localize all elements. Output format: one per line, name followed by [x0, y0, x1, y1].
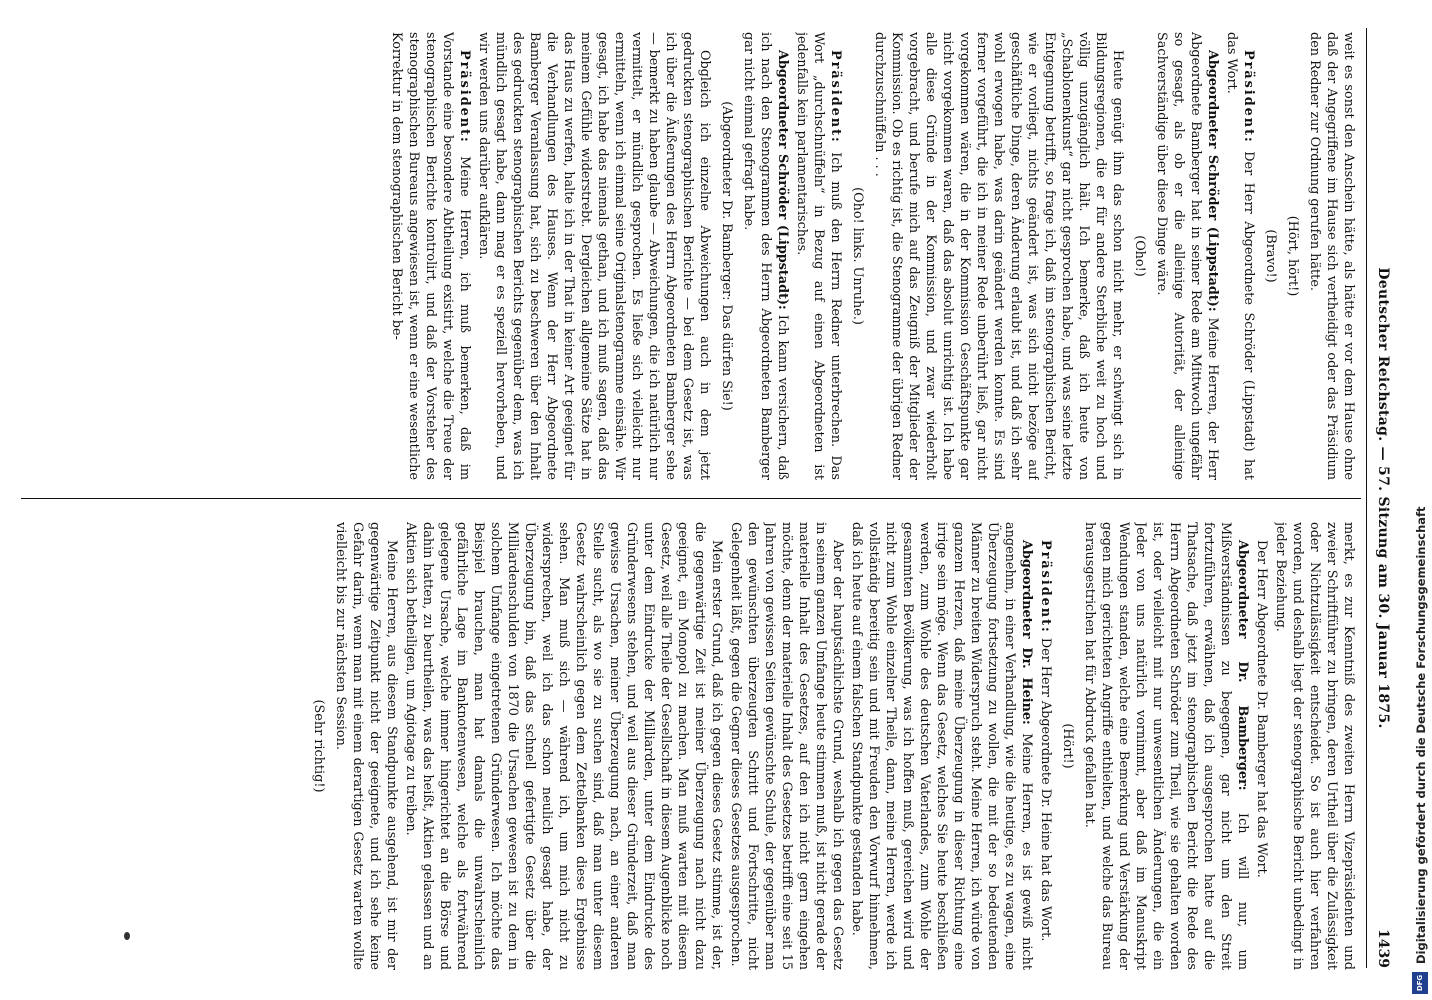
- speech-text: Ich kann versichern, daß ich nach den Stenogrammen des Herrn Abgeordneten Bamberger gar nicht einmal gefragt habe.: [741, 32, 790, 480]
- speech-text: Meine Herren, der Herr Abgeordnete Bamberger hat in seiner Rede am Mittwoch ungefähr so gesagt, als ob er die alleinige Autorität, der alleinige Sachverständige über diese Dinge wäre.: [1154, 32, 1220, 480]
- left-column: [22, 32, 1357, 480]
- speaker-label: Abgeordneter Schröder (Lippstadt):: [1205, 50, 1220, 312]
- speaker-label: Präsident:: [457, 50, 472, 144]
- paragraph: [388, 32, 473, 480]
- paragraph: [740, 32, 791, 480]
- speech-text: Meine Herren, es ist gewiß nicht angenehm, in einer Verhandlung, wie die heutige, es zu wagen, eine Überzeugung fortsetzung zu wollen, die mit der so bedeutenden Männer zu breiten Widerspruch steht. Meine Herren, ich würde von ganzem Herzen, daß meine Überzeugung in dieser Richtung eine irrige sein möge. Wenn das Gesetz, welches Sie heute beschließen werden, zum Wohle des deutschen Vaterlandes, zum Wohle der gesammten Bevölkerung, was ich hoffen muß, gereichen wird und nicht zum Wohle einzelner Theile, dann, meine Herren, werde ich vollständig bereitig sein und mit Freuden den Vorwurf hinnehmen, daß ich heute auf einem falschen Standpunkte gestanden habe.: [849, 522, 1034, 970]
- paragraph: Heute genügt ihm das schon nicht mehr, er schwingt sich in Bildungsregionen, die er für andere Sterbliche weit zu hoch und völlig unzugänglich hält. Ich bemerke, daß ich heute von „Schablonenkunst“ gar nicht gesprochen habe, und was seine letzte Entgegnung betrifft, so frage ich, daß im stenographischen Bericht, wie er vorliegt, nichts geändert ist, was sich nicht bezöge auf geschäftliche Dinge, deren Änderung erlaubt ist, und daß ich sehr wohl erwogen habe, was darin geändert werden konnte. Es sind ferner vorgeführt, die ich in meiner Rede unberührt ließ, gar nicht vorgekommen wären, die in der Kommission Geschäftspunkte gar nicht vorgekommen waren, daß das absolut unrichtig ist. Ich habe alle diese Gründe in der Kommission, und zwar wiederholt vorgebracht, und berufe mich auf das Zeugniß der Mitglieder der Kommission. Ob es richtig ist, die Stenogramme der übrigen Redner durchzuschnüffeln . . .: [872, 32, 1125, 480]
- paragraph: [1081, 522, 1251, 970]
- paragraph: Der Herr Abgeordnete Dr. Bamberger hat das Wort.: [1254, 540, 1269, 878]
- paragraph: merkt, es zur Kenntniß des zweiten Herrn Vizepräsidenten und zweier Schriftführer zu bringen, deren Urtheil über die Zulässigkeit oder Nichtzulässigkeit entscheidet. So ist auch hier verfahren worden, und deshalb liegt der stenographische Bericht unbedingt in jeder Beziehung.: [1273, 522, 1356, 970]
- reaction: (Abgeordneter Dr. Bamberger: Das dürfen Sie!): [719, 101, 734, 411]
- paragraph: [848, 522, 1035, 970]
- speaker-label: Präsident:: [1241, 50, 1256, 144]
- reaction: (Oho!): [1132, 235, 1147, 277]
- paragraph: Aber der hauptsächlichste Grund, weshalb ich gegen das Gesetz in seinem ganzen Umfange heute stimmen muß, ist nicht gerade der materielle Inhalt des Gesetzes, auf den ich nicht gern eingehen möchte, denn der materielle Inhalt des Gesetzes betrifft eine seit 15 Jahren von gewissen Seiten gewünschte Schule, der gegenüber man den gewünschten überzeugten Schritt und Fortschritte, nicht Gelegenheit läßt, gegen die Gegner dieses Gesetzes ausgesprochen.: [728, 522, 845, 970]
- speech-text: Der Herr Abgeordnete Dr. Heine hat das Wort.: [1038, 637, 1053, 942]
- page-header-title: Deutscher Reichstag. — 57. Sitzung am 30. Januar 1875.: [1375, 267, 1391, 729]
- scan-footer: [1408, 0, 1432, 1000]
- speech-text: Meine Herren, ich muß bemerken, daß im Vorstande eine besondere Abtheilung existirt, welche die Treue der stenographischen Berichte kontrolirt, und daß der Vorsteher des stenographischen Bureaus angewiesen ist, wenn er eine wesentliche Korrektur in dem stenographischen Bericht be-: [389, 32, 472, 480]
- reaction: (Oho! links. Unruhe.): [850, 187, 865, 325]
- page-number: 1439: [1375, 929, 1391, 968]
- paragraph: [1153, 32, 1221, 480]
- reaction: (Bravo!): [1263, 229, 1278, 283]
- speaker-label: Abgeordneter Dr. Heine:: [1019, 540, 1034, 725]
- paragraph: [1223, 32, 1257, 480]
- paragraph: Obgleich ich einzelne Abweichungen auch in dem jetzt gedruckten stenographischen Berichte — bei dem Gesetz ist, was ich über die Äußerungen des Herrn Abgeordneten Bamberger sehe — bemerkt zu haben glaube — Abweichungen, die ich natürlich nur vermittelt, er mündlich gesprochen. Es ließe sich vielleicht nur ermitteln, wenn ich einmal seine Originalstenogramme einsähe. Wir gesagt, ich habe das niemals gethan, und ich muß sagen, daß das meinem Gefühle widerstrebt. Dergleichen allgemeine Sätze hat in das Haus zu werfen, halte ich in der That in keiner Art geeignet für die Verhandlungen des Hauses. Wenn der Herr Abgeordnete Bamberger Veranlassung hat, sich zu beschweren über den Inhalt des gedruckten stenographischen Berichts gegenüber dem, was ich mündlich gesagt habe, dann mag er es speziell hervorheben, und wir werden uns darüber aufklären.: [476, 32, 712, 480]
- scan-speck: [124, 932, 130, 940]
- paragraph: Meine Herren, aus diesem Standpunkte ausgehend, ist mir der gegenwärtige Zeitpunkt nicht der geeignete, und ich sehe keine Gefahr darin, wenn man mit einem derartigen Gesetz warten wollte vielleicht bis zur nächsten Session.: [333, 522, 399, 970]
- paragraph: weit es sonst den Anschein hätte, als hätte er vor dem Hause ohne daß der Angegriffene im Hause sich vertheidigt oder das Präsidium den Redner zur Ordnung gerufen hätte.: [1307, 32, 1356, 480]
- column-divider: [21, 498, 1361, 499]
- header-rule: [1366, 28, 1367, 968]
- paragraph: [793, 32, 844, 480]
- reaction: (Hört, hört!): [1285, 215, 1300, 297]
- speech-text: Der Herr Abgeordnete Schröder (Lippstadt) hat das Wort.: [1224, 32, 1256, 480]
- dfg-logo-icon: [1412, 972, 1428, 994]
- speaker-label: Präsident:: [1038, 540, 1053, 634]
- speaker-label: Abgeordneter Schröder (Lippstadt):: [775, 50, 790, 310]
- speaker-label: Präsident:: [828, 50, 843, 144]
- right-column: [22, 522, 1357, 970]
- dfg-logo-text: DFG: [1416, 974, 1424, 992]
- digitization-note: Digitalisierung gefördert durch die Deutsche Forschungsgemeinschaft: [1414, 506, 1428, 964]
- speaker-label: Abgeordneter Dr. Bamberger:: [1235, 540, 1250, 791]
- paragraph: Mein erster Grund, daß ich gegen dieses Gesetz stimme, ist der, die gegenwärtige Zeit ist meiner Überzeugung nach nicht dazu geeignet, ein Monopol zu machen. Man muß warten mit diesem Gesetz, weil alle Theile der Gesellschaft in diesem Augenblicke noch unter dem Eindrucke der Milliarden, unter dem Eindrucke des Gründerwesens stehen, und weil aus dieser Gründerzeit, daß man gewisse Ursachen, meiner Überzeugung nach, an einer anderen Stelle sucht, als wo sie zu suchen sind, daß man unter diesem Gesetz wahrscheinlich gegen dem Zettelbanken diese Ergebnisse sehen. Man muß sich — während ich, um mich nicht zu widersprechen, weil ich das schon neulich gesagt habe, der Überzeugung bin, daß das schnell gefertigte Gesetz über die Milliardenschulden von 1870 die Ursachen gewesen ist zu dem in solchem Umfange eingetretenen Gründerwesen. Ich möchte das Beispiel brauchen, man hat damals die unwahrscheinlich gefährliche Lage im Banknotenwesen, welche als fortwährend gelegene Ursache, welche immer hingerichtet an die Börse und dahin hatten, zu beurtheilen, was das heißt, Aktien gelassen und an Aktien sich betheiligen, um Agiotage zu treiben.: [403, 522, 724, 970]
- speech-text: Ich muß den Herrn Redner unterbrechen. Das Wort „durchschnüffeln“ in Bezug auf einen Abgeordneten ist jedenfalls kein parlamentarisches.: [794, 32, 843, 480]
- paragraph: [1037, 522, 1054, 970]
- speech-text: Ich will nur, um Mißverständnissen zu begegnen, gar nicht um den Streit fortzuführen, erwähnen, daß ich ausgesprochen hatte auf die Thatsache, daß jetzt im stenographischen Bericht die Rede des Herrn Abgeordneten Schröder zum Theil, wie sie gehalten worden ist, oder vielleicht mit nur unwesentlichen Änderungen, die ein Jeder von uns natürlich vornimmt, aber daß im Manuskript Wendungen standen, welche eine Bemerkung und Verstärkung der gegen mich gerichteten Angriffe enthielten, und welche das Bureau herausgestrichen hat für Abdruck gefallen hat.: [1082, 522, 1250, 970]
- reaction: (Hört!): [1060, 723, 1075, 769]
- reaction: (Sehr richtig!): [311, 699, 326, 793]
- page-header: [1371, 28, 1391, 968]
